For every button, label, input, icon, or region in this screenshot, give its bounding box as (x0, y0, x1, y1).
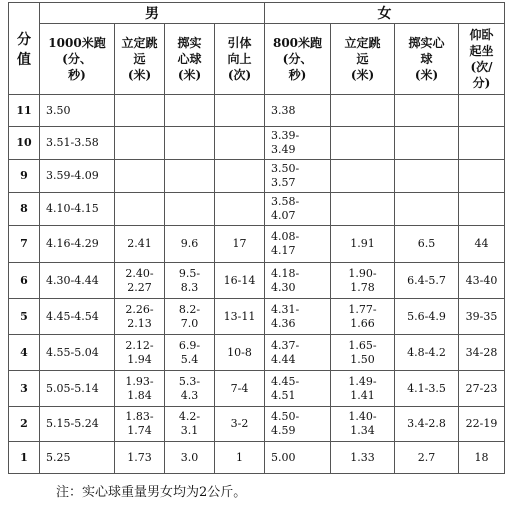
table-cell: 3.59-4.09 (40, 160, 115, 193)
table-cell: 17 (215, 226, 265, 263)
table-cell (165, 95, 215, 127)
table-cell: 3.38 (265, 95, 331, 127)
table-cell (331, 95, 395, 127)
table-cell: 9.5- 8.3 (165, 263, 215, 299)
table-cell: 4.30-4.44 (40, 263, 115, 299)
table-cell: 4.16-4.29 (40, 226, 115, 263)
table-row (9, 407, 505, 442)
score-header: 分 值 (9, 3, 40, 95)
column-header: 掷实心 球 (米) (395, 24, 459, 95)
table-cell (115, 95, 165, 127)
table-cell: 1.77- 1.66 (331, 299, 395, 335)
score-cell: 4 (9, 335, 40, 371)
table-cell: 5.00 (265, 442, 331, 474)
table-cell (115, 160, 165, 193)
score-cell: 2 (9, 407, 40, 442)
score-cell: 7 (9, 226, 40, 263)
column-header: 仰卧 起坐 (次/ 分) (459, 24, 505, 95)
table-cell: 1 (215, 442, 265, 474)
table-cell: 3.4-2.8 (395, 407, 459, 442)
table-cell: 9.6 (165, 226, 215, 263)
table-cell (331, 127, 395, 160)
table-cell: 3.0 (165, 442, 215, 474)
table-cell: 4.10-4.15 (40, 193, 115, 226)
table-cell: 3.39- 3.49 (265, 127, 331, 160)
table-cell: 34-28 (459, 335, 505, 371)
table-cell: 3-2 (215, 407, 265, 442)
table-note: 注：实心球重量男女均为2公斤。 (56, 485, 247, 500)
column-header: 立定跳 远 (米) (115, 24, 165, 95)
table-cell: 4.45-4.54 (40, 299, 115, 335)
table-cell: 18 (459, 442, 505, 474)
table-cell: 1.93- 1.84 (115, 371, 165, 407)
table-row (9, 160, 505, 193)
column-header: 引体 向上 (次) (215, 24, 265, 95)
table-cell: 4.18- 4.30 (265, 263, 331, 299)
table-cell (459, 95, 505, 127)
table-cell: 44 (459, 226, 505, 263)
score-cell: 5 (9, 299, 40, 335)
table-row (9, 442, 505, 474)
score-cell: 11 (9, 95, 40, 127)
table-row (9, 299, 505, 335)
table-cell: 6.4-5.7 (395, 263, 459, 299)
score-cell: 3 (9, 371, 40, 407)
table-row (9, 335, 505, 371)
table-row (9, 127, 505, 160)
score-table (8, 2, 505, 474)
table-cell (459, 160, 505, 193)
table-cell: 3.50 (40, 95, 115, 127)
table-row (9, 263, 505, 299)
column-header: 立定跳 远 (米) (331, 24, 395, 95)
table-cell: 4.50- 4.59 (265, 407, 331, 442)
table-cell: 5.15-5.24 (40, 407, 115, 442)
score-cell: 10 (9, 127, 40, 160)
score-cell: 6 (9, 263, 40, 299)
male-header: 男 (40, 3, 265, 24)
table-cell: 1.83- 1.74 (115, 407, 165, 442)
table-row (9, 226, 505, 263)
table-cell: 1.90- 1.78 (331, 263, 395, 299)
table-cell (395, 95, 459, 127)
score-cell: 9 (9, 160, 40, 193)
table-cell (395, 127, 459, 160)
score-cell: 1 (9, 442, 40, 474)
table-cell: 10-8 (215, 335, 265, 371)
score-cell: 8 (9, 193, 40, 226)
table-cell: 4.1-3.5 (395, 371, 459, 407)
column-header: 1000米跑 (分、 秒) (40, 24, 115, 95)
table-cell: 2.7 (395, 442, 459, 474)
table-cell: 16-14 (215, 263, 265, 299)
gender-header-row (9, 3, 505, 24)
column-header: 800米跑 (分、 秒) (265, 24, 331, 95)
table-cell: 6.5 (395, 226, 459, 263)
table-cell: 27-23 (459, 371, 505, 407)
column-header-row (9, 24, 505, 95)
table-cell: 1.91 (331, 226, 395, 263)
table-cell: 1.73 (115, 442, 165, 474)
table-cell (331, 160, 395, 193)
table-cell: 4.08- 4.17 (265, 226, 331, 263)
table-cell: 5.25 (40, 442, 115, 474)
table-cell: 4.2- 3.1 (165, 407, 215, 442)
table-cell: 43-40 (459, 263, 505, 299)
table-cell: 2.40- 2.27 (115, 263, 165, 299)
table-cell: 2.26- 2.13 (115, 299, 165, 335)
table-cell: 2.12- 1.94 (115, 335, 165, 371)
table-cell: 22-19 (459, 407, 505, 442)
table-cell: 6.9- 5.4 (165, 335, 215, 371)
table-cell (459, 127, 505, 160)
table-cell: 3.51-3.58 (40, 127, 115, 160)
table-cell: 4.45- 4.51 (265, 371, 331, 407)
table-cell (215, 127, 265, 160)
table-cell: 2.41 (115, 226, 165, 263)
table-cell: 4.37- 4.44 (265, 335, 331, 371)
table-cell: 5.6-4.9 (395, 299, 459, 335)
table-cell: 1.49- 1.41 (331, 371, 395, 407)
table-cell (395, 160, 459, 193)
table-cell: 4.55-5.04 (40, 335, 115, 371)
table-row (9, 193, 505, 226)
table-cell (215, 160, 265, 193)
table-cell (215, 95, 265, 127)
table-cell: 1.40- 1.34 (331, 407, 395, 442)
table-row (9, 95, 505, 127)
table-cell (395, 193, 459, 226)
table-cell: 4.31- 4.36 (265, 299, 331, 335)
table-cell: 4.8-4.2 (395, 335, 459, 371)
table-cell: 8.2- 7.0 (165, 299, 215, 335)
table-cell: 5.05-5.14 (40, 371, 115, 407)
table-row (9, 371, 505, 407)
column-header: 掷实 心球 (米) (165, 24, 215, 95)
table-cell (331, 193, 395, 226)
table-cell: 3.50- 3.57 (265, 160, 331, 193)
table-cell (165, 193, 215, 226)
table-cell: 1.33 (331, 442, 395, 474)
table-cell: 3.58- 4.07 (265, 193, 331, 226)
table-cell: 39-35 (459, 299, 505, 335)
table-cell: 7-4 (215, 371, 265, 407)
table-cell (459, 193, 505, 226)
table-cell (115, 127, 165, 160)
table-cell: 5.3- 4.3 (165, 371, 215, 407)
table-cell (165, 127, 215, 160)
table-cell: 1.65- 1.50 (331, 335, 395, 371)
table-cell (115, 193, 165, 226)
table-cell: 13-11 (215, 299, 265, 335)
female-header: 女 (265, 3, 505, 24)
table-cell (215, 193, 265, 226)
table-cell (165, 160, 215, 193)
